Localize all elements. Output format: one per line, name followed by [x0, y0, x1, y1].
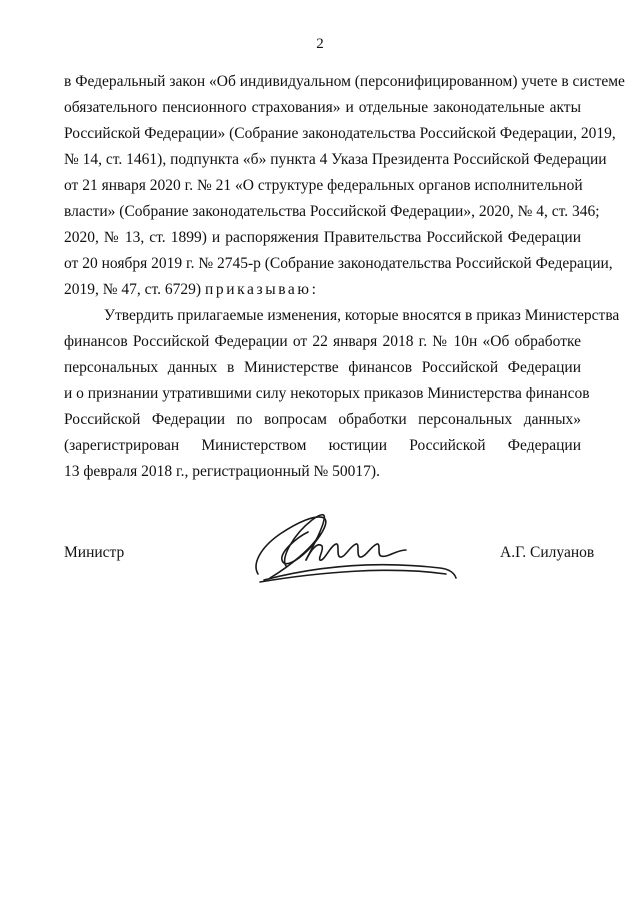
body-line-6: власти» (Собрание законодательства Российской Федерации», 2020, № 4, ст. 346;: [64, 203, 600, 220]
body-line-8: от 20 ноября 2019 г. № 2745-р (Собрание законодательства Российской Федерации,: [64, 255, 613, 272]
order-line-2: финансов Российской Федерации от 22 января 2018 г. № 10н «Об обработке: [64, 333, 581, 350]
handwritten-signature: [250, 508, 460, 586]
body-line-5: от 21 января 2020 г. № 21 «О структуре федеральных органов исполнительной: [64, 177, 583, 194]
order-line-4: и о признании утратившими силу некоторых приказов Министерства финансов: [64, 385, 590, 402]
signer-role: Министр: [64, 544, 125, 561]
body-line-9-text: 2019, № 47, ст. 6729): [64, 281, 205, 298]
body-line-4: № 14, ст. 1461), подпункта «б» пункта 4 Указа Президента Российской Федерации: [64, 151, 607, 168]
body-line-3: Российской Федерации» (Собрание законодательства Российской Федерации, 2019,: [64, 125, 616, 142]
body-line-1: в Федеральный закон «Об индивидуальном (персонифицированном) учете в системе: [64, 73, 625, 90]
body-line-9: [64, 281, 581, 299]
signer-name: А.Г. Силуанов: [500, 544, 595, 561]
order-line-1: Утвердить прилагаемые изменения, которые вносятся в приказ Министерства: [104, 307, 620, 324]
body-line-7: 2020, № 13, ст. 1899) и распоряжения Правительства Российской Федерации: [64, 229, 581, 246]
page-number: 2: [316, 36, 324, 52]
body-line-2: обязательного пенсионного страхования» и отдельные законодательные акты: [64, 99, 581, 116]
order-line-6: (зарегистрирован Министерством юстиции Российской Федерации: [64, 437, 581, 454]
order-line-3: персональных данных в Министерстве финансов Российской Федерации: [64, 359, 581, 376]
order-word: приказываю:: [204, 281, 319, 298]
order-line-7: 13 февраля 2018 г., регистрационный № 50017).: [64, 463, 380, 480]
order-line-5: Российской Федерации по вопросам обработки персональных данных»: [64, 411, 581, 428]
